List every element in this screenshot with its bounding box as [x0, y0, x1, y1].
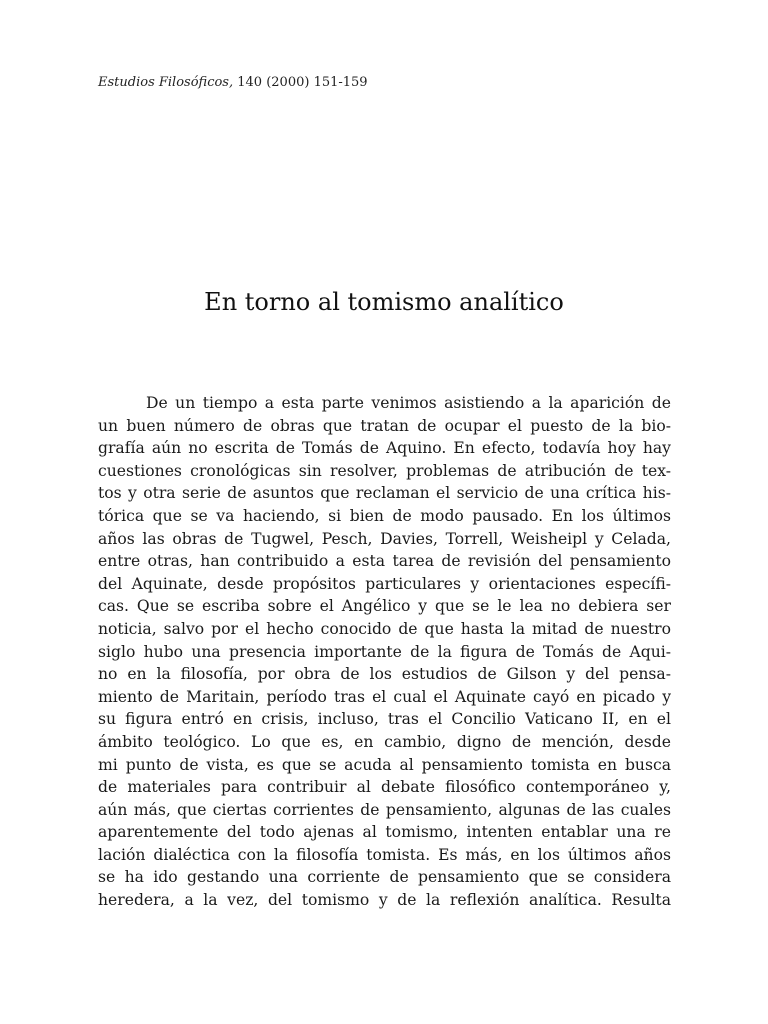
body-line: aparentemente del todo ajenas al tomismo, intenten entablar una re	[98, 823, 671, 842]
body-line: no en la filosofía, por obra de los estudios de Gilson y del pensa-	[98, 665, 671, 684]
body-line: aún más, que ciertas corrientes de pensamiento, algunas de las cuales	[98, 800, 671, 819]
body-line: se ha ido gestando una corriente de pensamiento que se considera	[98, 868, 671, 887]
body-line: entre otras, han contribuido a esta tarea de revisión del pensamiento	[98, 552, 671, 571]
body-paragraph	[98, 392, 671, 912]
body-line: un buen número de obras que tratan de ocupar el puesto de la bio-	[98, 416, 671, 435]
body-line: ámbito teológico. Lo que es, en cambio, digno de mención, desde	[98, 732, 671, 751]
body-line: tórica que se va haciendo, si bien de modo pausado. En los últimos	[98, 506, 671, 525]
body-line: grafía aún no escrita de Tomás de Aquino. En efecto, todavía hoy hay	[98, 439, 671, 458]
body-line: De un tiempo a esta parte venimos asistiendo a la aparición de	[146, 394, 671, 412]
body-line: tos y otra serie de asuntos que reclaman el servicio de una crítica his-	[98, 484, 671, 503]
body-line: noticia, salvo por el hecho conocido de que hasta la mitad de nuestro	[98, 619, 671, 638]
body-line: lación dialéctica con la filosofía tomista. Es más, en los últimos años	[98, 845, 671, 864]
body-line: miento de Maritain, período tras el cual el Aquinate cayó en picado y	[98, 687, 671, 706]
journal-header	[98, 75, 368, 90]
body-line: de materiales para contribuir al debate filosófico contemporáneo y,	[98, 778, 671, 797]
body-line: siglo hubo una presencia importante de la figura de Tomás de Aqui-	[98, 642, 671, 661]
body-line: del Aquinate, desde propósitos particulares y orientaciones específi-	[98, 574, 671, 593]
journal-citation: 140 (2000) 151-159	[233, 75, 368, 90]
body-line: cas. Que se escriba sobre el Angélico y que se le lea no debiera ser	[98, 597, 671, 616]
body-line: cuestiones cronológicas sin resolver, problemas de atribución de tex-	[98, 461, 671, 480]
body-line: mi punto de vista, es que se acuda al pensamiento tomista en busca	[98, 755, 671, 774]
journal-name: Estudios Filosóficos,	[98, 75, 234, 90]
body-line: su figura entró en crisis, incluso, tras el Concilio Vaticano II, en el	[98, 710, 671, 729]
body-line: años las obras de Tugwel, Pesch, Davies, Torrell, Weisheipl y Celada,	[98, 529, 671, 548]
body-line: heredera, a la vez, del tomismo y de la reflexión analítica. Resulta	[98, 891, 671, 910]
article-title: En torno al tomismo analítico	[204, 288, 564, 316]
